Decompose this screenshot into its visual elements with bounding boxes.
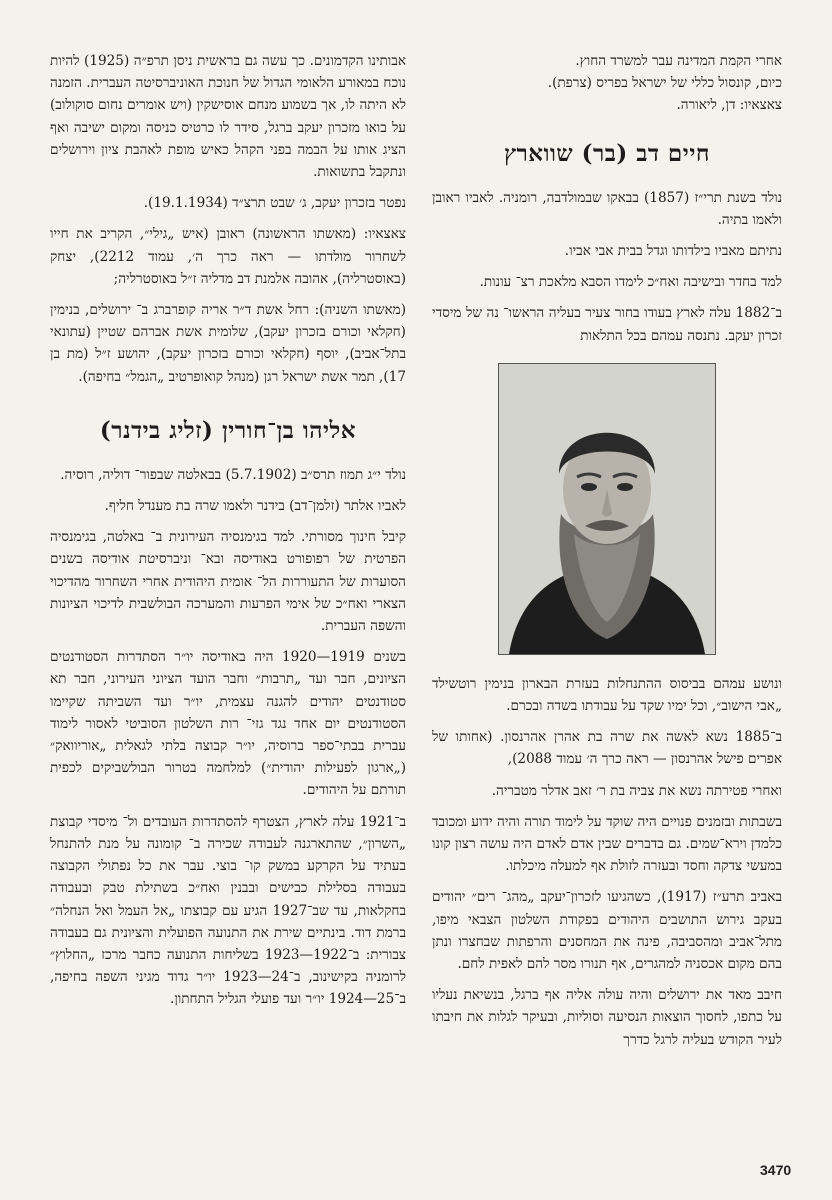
page-number: 3470 [760,1162,792,1178]
paragraph: נולד בשנת תרי״ז (1857) בבאקו שבמולדבה, רומניה. לאביו ראובן ולאמו בתיה. [432,189,783,228]
paragraph: חיבב מאד את ירושלים והיה עולה אליה אף ברגל, בנשיאת נעליו על כתפו, לחסוך הוצאות הנסיעה וסוליות, ובעיקר לגלות את חיבתו לעיר הקודש בעליה לרגל כדרך [432,987,782,1048]
intro-line: אחרי הקמת המדינה עבר למשרד החוץ. [575,53,782,69]
paragraph: (מאשתו השניה): רחל אשת ד״ר אריה קופרברג ב־ ירושלים, בנימין (חקלאי וכורם בזכרון יעקב), שלומית אשת אברהם שטיין (עתונאי בתל־אביב), יוסף (חקלאי וכורם בזכרון יעקב), יהושע ז״ל (מת בן 17), תמר אשת ישראל רגן (מנהל קואופרטיב „הגמל״ בחיפה). [50,302,406,385]
portrait-photo [498,363,716,655]
paragraph: צאצאיו: (מאשתו הראשונה) ראובן (איש „גילי״, הקריב את חייו לשחרור מולדתו — ראה כרך ה׳, עמוד 2212), יצחק (באוסטרליה), אהובה אלמנת דב מדליה ז״ל באוסטרליה; [50,226,406,287]
section-heading-schwartz: חיים דב (בר) שווארץ [504,139,710,167]
paragraph: נפטר בזכרון יעקב, ג׳ שבט תרצ״ד (19.1.1934). [143,195,406,212]
paragraph: באביב תרע״ז (1917), כשהגיעו לזכרון־יעקב „מהג־ רים״ יהודים בעקב גירוש התושבים היהודים בפקודת השלטון הצבאי מיפו, מתל־אביב ומהסביבה, פינה את המחסנים והרפתות שבחצרו ונתן בהם מקום אכסניה למהגרים, אף תנורו מסר להם לאפית לחם. [432,889,783,973]
section-heading-ben-horin: אליהו בן־חורין (זליג בידנר) [99,416,357,444]
paragraph: בשבתות ובזמנים פנויים היה שוקד על לימוד תורה והיה ידוע ומכובד כלמדן וירא־שמים. גם בדברים שבין אדם לאדם היה עושה רצון קונו במעשי צדקה וחסד ובעזרה לזולת אף למעלה מיכלתו. [432,813,782,875]
right-column [432,50,782,1060]
intro-line: צאצאיו: דן, ליאורה. [676,97,782,114]
left-column [50,50,406,1020]
paragraph: נתיתם מאביו בילדותו וגדל בבית אבי אביו. [564,243,782,260]
paragraph: ונושע עמהם בביסוס ההתנחלות בעזרת הבארון בנימין רוטשילד „אבי הישוב״, וכל ימיו שקד על עבודתו בשדה ובכרם. [432,675,782,715]
paragraph: ב־1921 עלה לארץ, הצטרף להסתדרות העובדים ול־ מיסדי קבוצת „השרון״, שהתארגנה לעבודה שכירה ב־ קומונה על מנת להתנחל בעתיד על הקרקע במשק קו־ בוצי. עבר את כל נפתולי הקבוצה בעבודה בסלילת כבישים ובבנין ואח״כ בשתילת טבק ובעבודה בחקלאות, עד שב־1927 הגיע עם קבוצתו „אל העמל ואל הנחלה״ ברמת דוד. בינתיים שירת את התנועה הפועלית והציונית גם בעבודה צבורית: ב־1922—1923 בשליחות התנועה כחבר מרכז „החלוץ״ לרומניה בקישינוב, ב־24—1923 יו״ר גדוד מגיני השפה בחיפה, ב־25—1924 יו״ר ועד פועלי הגליל התחתון. [50,813,406,1008]
paragraph: בשנים 1919—1920 היה באודיסה יו״ר הסתדרות הסטודנטים הציונים, חבר ועד „תרבות״ וחבר הועד הציוני העירוני, חבר תא סטודנטים יהודים להגנה עצמית, יו״ר ועד השביתה שקיימו הסטודנטים יום אחד נגד גזי־ רות השלטון הסוביטי לאסור לימוד עברית בבתי־ספר ברוסיה, יו״ר קבוצה בלתי לגאלית „אוריוואק״ („ארגון לפעילות יהודית״) למלחמה בטרור הבולשביקים לכפית תורתם על היהודים. [50,649,406,799]
portrait-illustration [499,364,715,654]
paragraph: נולד י״ג תמוז תרס״ב (5.7.1902) בבאלטה שבפור־ דוליה, רוסיה. [60,466,406,483]
intro-line: כיום, קונסול כללי של ישראל בפריס (צרפת). [547,75,782,92]
paragraph: קיבל חינוך מסורתי. למד בגימנסיה העירונית ב־ באלטה, בגימנסיה הפרטית של רפופורט באודיסה ובא־ וניברסיטת אודיסה בשנים הסוערות של התעוררות הל־ אומית היהודית אחרי השחרור מהדיכוי הצארי ואח״כ של אימי הפרעות והמערכה הבולשבית לדיכוי הציונות והשפה העברית. [50,529,406,635]
paragraph: למד בחדר ובישיבה ואח״כ לימדו הסבא מלאכת רצ־ עונות. [479,274,782,291]
paragraph: ב־1885 נשא לאשה את שרה בת אהרן אהרנסון. (אחותו של אפרים פישל אהרנסון — ראה כרך ה׳ עמוד 2088), [432,729,782,768]
paragraph: לאביו אלתר (זלמן־דב) בידנר ולאמו שרה בת מענדל חליף. [104,498,406,515]
paragraph: ואחרי פטירתה נשא את צביה בת ר׳ זאב אדלר מטבריה. [491,782,782,799]
paragraph: ב־1882 עלה לארץ בעודו בחור צעיר בעליה הראשו־ נה של מיסדי זכרון יעקב. נתנסה עמהם בכל התלאות [432,305,782,344]
paragraph: אבותינו הקדמונים. כך עשה גם בראשית ניסן תרפ״ה (1925) להיות נוכח במאורע הלאומי הגדול של חנוכת האוניברסיטה העברית. הזמנה לא היתה לו, אך בשמוע מנחם אוסישקין (ויש אומרים נחום סוקולוב) על בואו מזכרון יעקב ברגל, סידר לו כרטיס כניסה ומקום ישיבה ואף הציג אותו על הבמה בפני הקהל כאיש מופת לאהבת ציון וירושלים ונתקבל בתשואות. [50,53,406,181]
